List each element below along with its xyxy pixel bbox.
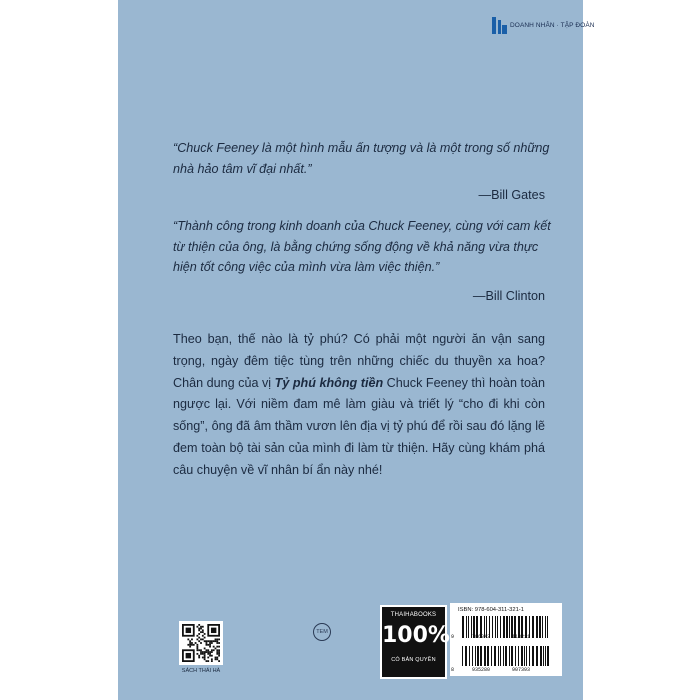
qr-label: SÁCH THÁI HÀ	[181, 668, 221, 674]
quote-1-author: —Bill Gates	[478, 188, 545, 202]
badge-brand: THAIHABOOKS	[390, 612, 437, 618]
barcode-bottom-digit-left: 8	[451, 667, 455, 673]
quote-2-author: —Bill Clinton	[472, 289, 545, 303]
barcode-top-digit-left: 9	[451, 634, 455, 640]
book-title: Tỷ phú không tiền	[274, 375, 384, 390]
barcode-bottom-icon	[458, 646, 554, 666]
isbn-text: ISBN: 978-604-311-321-1	[458, 607, 524, 613]
barcode-top-digits-right: 113211	[512, 634, 531, 640]
copyright-badge	[380, 605, 450, 679]
barcode-bottom-digits-right: 907393	[512, 667, 531, 673]
description-part-1: Theo bạn, thế nào là tỷ phú? Có phải một người ăn vận sang trọng, ngày đêm tiệc tùng trên những chiếc du thuyền xa hoa? Chân dung của vị	[173, 332, 545, 390]
qr-code-icon	[182, 624, 220, 662]
stamp-mark: TEM	[313, 623, 331, 641]
qr-code	[179, 621, 223, 665]
badge-subtitle: CÓ BẢN QUYỀN	[391, 657, 436, 663]
publisher-logo	[492, 16, 595, 36]
book-description	[173, 329, 545, 482]
description-part-2: Chuck Feeney thì hoàn toàn ngược lại. Với niềm đam mê làm giàu và triết lý “cho đi khi còn sống”, ông đã âm thầm vươn lên địa vị tỷ phú để rồi sau đó lặng lẽ đem toàn bộ tài sản của mình đi làm từ thiện. Hãy cùng khám phá câu chuyện về vĩ nhân bí ẩn này nhé!	[173, 375, 545, 477]
barcode-bottom-digits-mid: 935280	[472, 667, 491, 673]
publisher-name: DOANH NHÂN · TẬP ĐOÀN	[510, 22, 595, 29]
publisher-emblem-icon	[492, 16, 508, 35]
badge-percent: 100%	[382, 623, 450, 648]
quote-1-text: “Chuck Feeney là một hình mẫu ấn tượng và là một trong số những nhà hảo tâm vĩ đại nhất.”	[173, 141, 550, 176]
barcode-top-digits-mid: 786043	[472, 634, 491, 640]
quote-2-text: “Thành công trong kinh doanh của Chuck Feeney, cùng với cam kết từ thiện của ông, là bằng chứng sống động về khả năng vừa thực hiện tốt công việc của mình vừa làm việc thiện.”	[173, 219, 551, 274]
barcode-panel	[450, 603, 562, 676]
